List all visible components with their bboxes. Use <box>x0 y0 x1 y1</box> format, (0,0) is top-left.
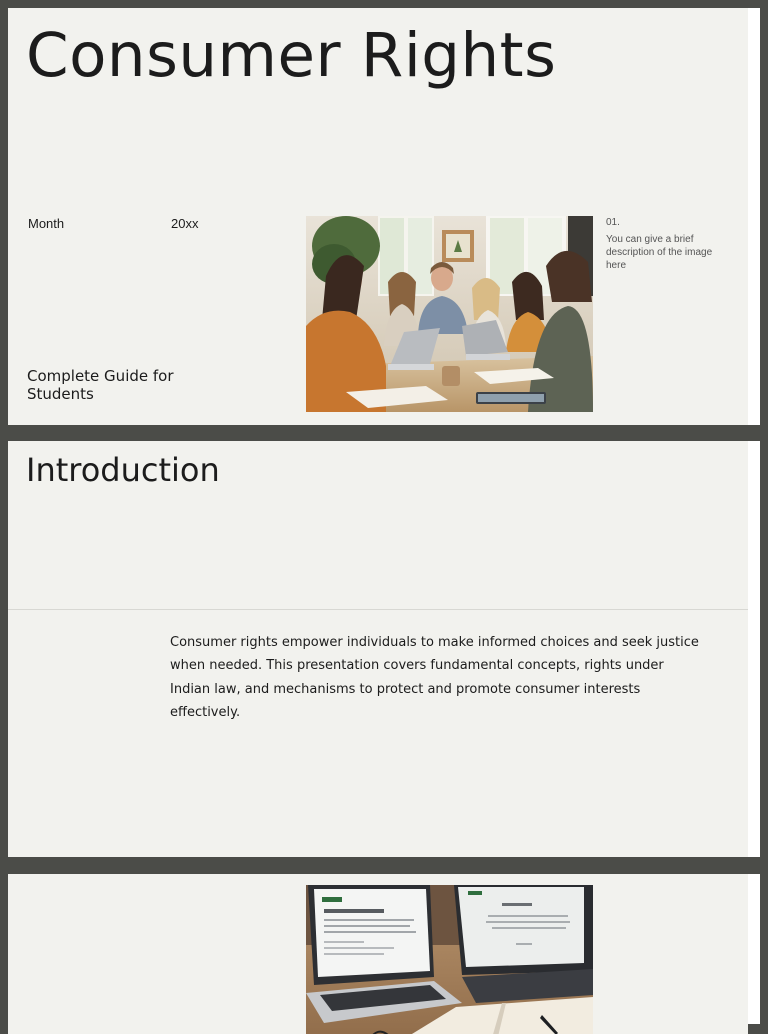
laptops-desk-photo <box>306 885 593 1034</box>
slide-image <box>8 874 748 1034</box>
slide-edge <box>748 8 760 425</box>
students-discussion-photo <box>306 216 593 412</box>
introduction-heading: Introduction <box>26 451 220 489</box>
slide-edge <box>748 874 760 1024</box>
image-caption: You can give a brief description of the image here <box>606 234 713 271</box>
slide-title-heading: Consumer Rights <box>26 20 557 91</box>
slide-title <box>8 8 748 425</box>
image-number: 01. <box>606 217 620 228</box>
introduction-body: Consumer rights empower individuals to make informed choices and seek justice when needed. This presentation covers fundamental concepts, rights under Indian law, and mechanisms to protect and promote consumer interests effectively. <box>170 635 699 720</box>
month-label: Month <box>28 216 65 231</box>
slide-introduction <box>8 441 748 857</box>
divider-line <box>8 609 748 610</box>
slide-subtitle: Complete Guide for Students <box>27 367 174 403</box>
year-label: 20xx <box>171 216 199 231</box>
slide-edge <box>748 441 760 857</box>
